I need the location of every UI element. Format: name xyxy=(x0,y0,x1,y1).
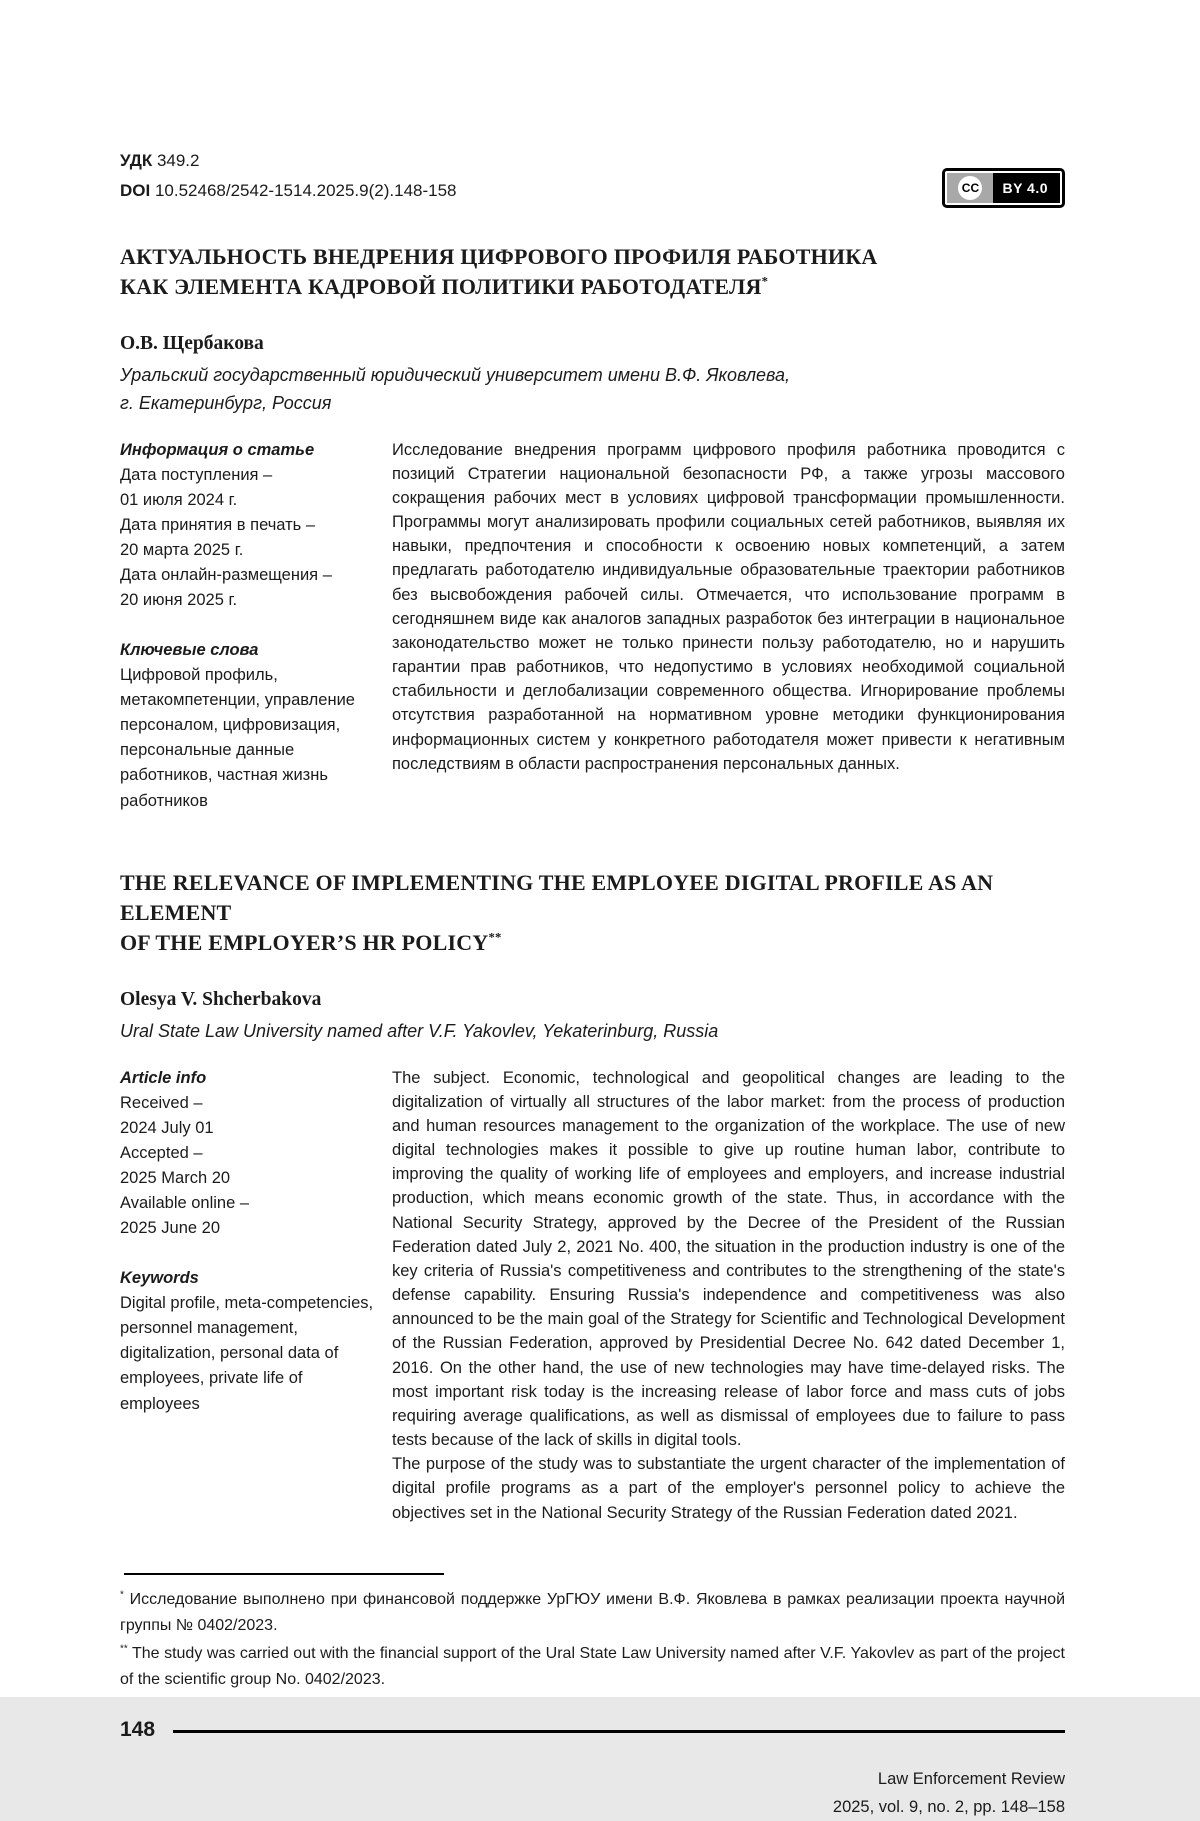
en-info-line: 2025 June 20 xyxy=(120,1219,221,1238)
footnote-en-mark: ** xyxy=(120,1643,128,1655)
doi-line xyxy=(120,176,457,206)
article-title-en xyxy=(120,868,1065,959)
udc-line xyxy=(120,146,457,176)
ru-article-info-column xyxy=(120,438,376,814)
en-article-info-column xyxy=(120,1066,376,1525)
en-info-line: Accepted – xyxy=(120,1143,203,1162)
author-affiliation-ru xyxy=(120,362,1065,418)
footnote-ru xyxy=(120,1587,1065,1639)
en-info-abstract-section xyxy=(120,1066,1065,1525)
en-info-line: 2025 March 20 xyxy=(120,1168,231,1187)
title-footnote-mark-ru: * xyxy=(761,275,769,290)
article-title-ru-line1: АКТУАЛЬНОСТЬ ВНЕДРЕНИЯ ЦИФРОВОГО ПРОФИЛЯ РАБОТНИКА xyxy=(120,244,878,269)
footnote-ru-mark: * xyxy=(120,1589,124,1601)
ru-abstract xyxy=(392,438,1065,814)
affiliation-ru-line1: Уральский государственный юридический университет имени В.Ф. Яковлева, xyxy=(120,364,791,385)
article-identifiers xyxy=(120,146,457,206)
ru-info-line: Дата поступления – xyxy=(120,465,273,484)
ru-info-line: Дата онлайн-размещения – xyxy=(120,565,332,584)
en-keywords-heading: Keywords xyxy=(120,1269,199,1288)
udc-label: УДК xyxy=(120,151,153,170)
ru-keywords-text: Цифровой профиль, метакомпетенции, управление персоналом, цифровизация, персональные данные работников, частная жизнь работников xyxy=(120,666,355,810)
ru-info-line: Дата принятия в печать – xyxy=(120,515,316,534)
ru-info-abstract-section xyxy=(120,438,1065,814)
ru-info-line: 20 июня 2025 г. xyxy=(120,590,238,609)
footnote-en-text: The study was carried out with the financial support of the Ural State Law University named after V.F. Yakovlev as part of the project of the scientific group No. 0402/2023. xyxy=(120,1644,1065,1688)
author-name-en: Olesya V. Shcherbakova xyxy=(120,988,322,1010)
cc-license-label: BY 4.0 xyxy=(993,173,1060,203)
en-info-line: 2024 July 01 xyxy=(120,1118,214,1137)
author-name-ru: О.В. Щербакова xyxy=(120,332,264,354)
article-title-ru-line2: КАК ЭЛЕМЕНТА КАДРОВОЙ ПОЛИТИКИ РАБОТОДАТЕЛЯ xyxy=(120,274,762,300)
cc-circle-icon: CC xyxy=(958,176,982,200)
journal-name: Law Enforcement Review xyxy=(877,1770,1065,1789)
page-footer xyxy=(120,1718,1065,1742)
cc-license-badge xyxy=(942,168,1065,208)
ru-info-line: 01 июля 2024 г. xyxy=(120,490,238,509)
author-affiliation-en: Ural State Law University named after V.F. Yakovlev, Yekaterinburg, Russia xyxy=(120,1020,719,1041)
en-abstract-paragraph-1: The subject. Economic, technological and geopolitical changes are leading to the digitalization of virtually all structures of the labor market: from the process of production and human resources management to the organization of the workplace. The use of new digital technologies makes it possible to give up routine human labor, contribute to improving the quality of working life of employees and employers, and increase industrial production, which means economic growth of the state. Thus, in accordance with the National Security Strategy, approved by the Decree of the President of the Russian Federation dated July 2, 2021 No. 400, the situation in the production industry is one of the key criteria of Russia's competitiveness and contributes to the strengthening of the state's defense capability. Ensuring Russia's independence and competitiveness was also announced to be the main goal of the Strategy for Scientific and Technological Development of the Russian Federation, approved by Presidential Decree No. 642 dated December 1, 2016. On the other hand, the use of new technologies may have time-delayed risks. The most important risk today is the increasing release of labor force and mass cuts of jobs requiring average qualifications, as well as dismissal of employees due to failure to pass tests because of the lack of skills in digital tools. xyxy=(392,1068,1065,1450)
en-abstract xyxy=(392,1066,1065,1525)
article-title-ru xyxy=(120,242,1065,303)
footnote-divider xyxy=(124,1573,444,1575)
footnote-en xyxy=(120,1641,1065,1693)
page-number: 148 xyxy=(120,1718,156,1742)
article-title-en-line2: OF THE EMPLOYER’S HR POLICY xyxy=(120,930,489,956)
cc-logo-icon xyxy=(947,173,993,203)
en-info-line: Received – xyxy=(120,1093,203,1112)
ru-keywords-heading: Ключевые слова xyxy=(120,641,259,660)
ru-info-heading: Информация о статье xyxy=(120,440,315,459)
en-info-line: Available online – xyxy=(120,1193,250,1212)
header-row xyxy=(120,146,1065,208)
ru-info-line: 20 марта 2025 г. xyxy=(120,540,244,559)
ru-abstract-paragraph: Исследование внедрения программ цифрового профиля работника проводится с позиций Стратегии национальной безопасности РФ, а также угрозы массового сокращения рабочих мест в условиях цифровой трансформации промышленности. Программы могут анализировать профили социальных сетей работников, выявляя их навыки, предпочтения и способности к освоению новых компетенций, а затем предлагать работодателю индивидуальные образовательные траектории работников без высвобождения рабочей силы. Отмечается, что использование программ в сегодняшнем виде как аналогов западных разработок без интеграции в национальное законодательство может не только принести пользу работодателю, но и нарушить гарантии прав работников, что недопустимо в условиях необходимой социальной стабильности и деглобализации современного общества. Игнорирование проблемы отсутствия разработанной на нормативном уровне методики функционирования информационных систем у конкретного работодателя может привести к негативным последствиям в области распространения персональных данных. xyxy=(392,440,1065,773)
en-abstract-paragraph-2: The purpose of the study was to substantiate the urgent character of the implementation of digital profile programs as a part of the employer's personnel policy to achieve the objectives set in the National Security Strategy of the Russian Federation dated 2021. xyxy=(392,1455,1065,1522)
journal-issue: 2025, vol. 9, no. 2, pp. 148–158 xyxy=(832,1797,1065,1816)
cc-license-badge-inner xyxy=(945,171,1062,205)
doi-value: 10.52468/2542-1514.2025.9(2).148-158 xyxy=(154,180,457,200)
title-footnote-mark-en: ** xyxy=(488,930,502,945)
doi-label: DOI xyxy=(120,180,151,200)
journal-citation xyxy=(120,1766,1065,1820)
affiliation-ru-line2: г. Екатеринбург, Россия xyxy=(120,392,332,413)
en-info-heading: Article info xyxy=(120,1068,207,1087)
article-title-en-line1: THE RELEVANCE OF IMPLEMENTING THE EMPLOYEE DIGITAL PROFILE AS AN ELEMENT xyxy=(120,869,994,925)
footnote-ru-text: Исследование выполнено при финансовой поддержке УрГЮУ имени В.Ф. Яковлева в рамках реализации проекта научной группы № 0402/2023. xyxy=(120,1590,1065,1634)
footer-rule xyxy=(173,1730,1065,1733)
en-keywords-text: Digital profile, meta-competencies, personnel management, digitalization, personal data of employees, private life of employees xyxy=(120,1294,374,1413)
udc-value: 349.2 xyxy=(156,151,200,170)
